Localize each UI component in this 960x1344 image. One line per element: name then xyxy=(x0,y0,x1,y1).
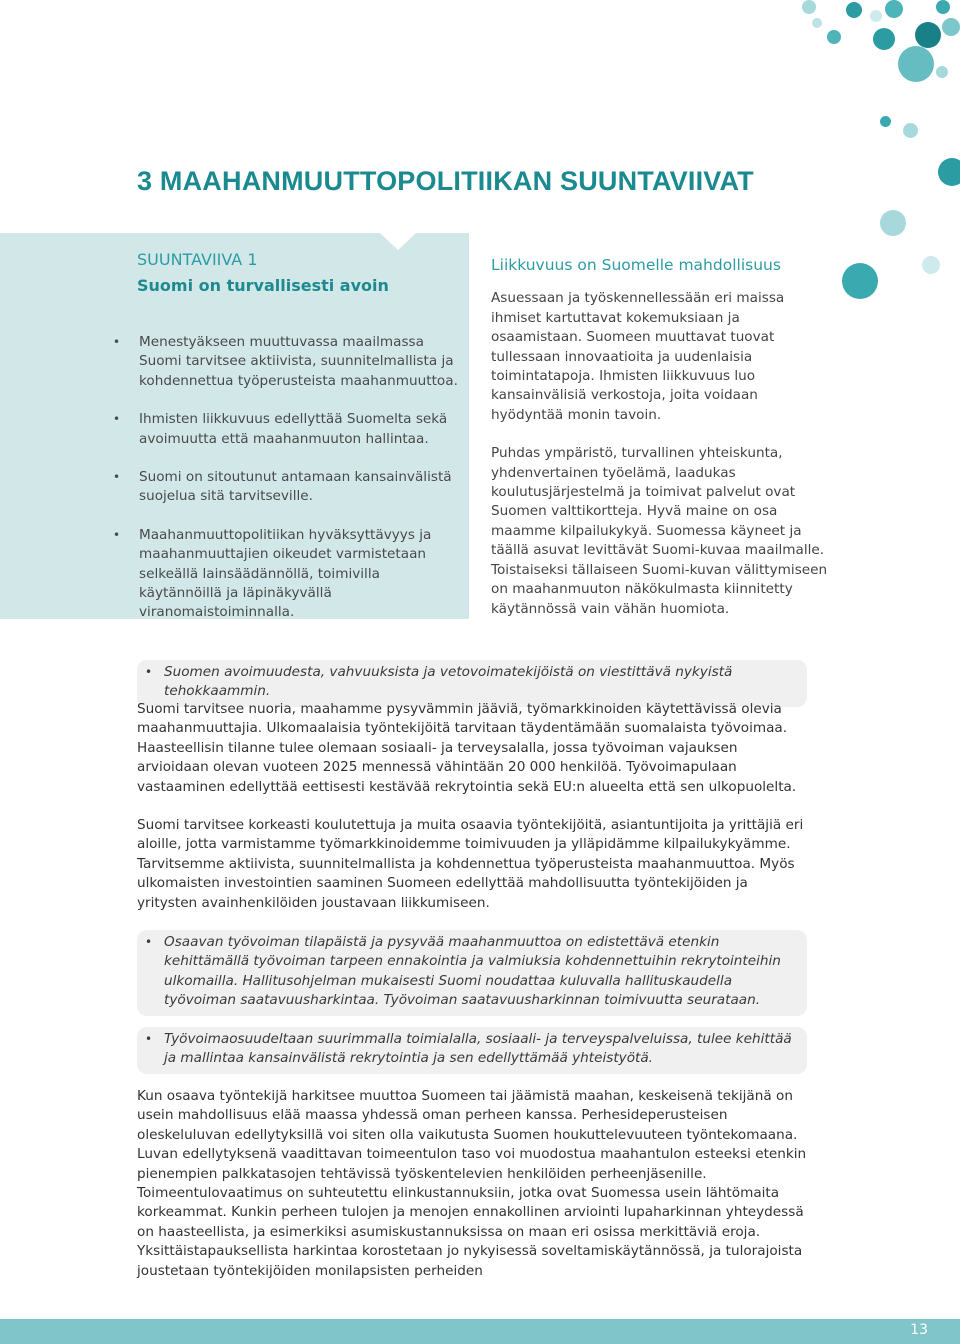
footer-bar xyxy=(0,1319,960,1344)
decor-dot xyxy=(870,10,882,22)
list-item: • Maahanmuuttopolitiikan hyväksyttävyys ja maahanmuuttajien oikeudet varmistetaan selkeällä lainsäädännöllä, toimivilla käytännöillä ja läpinäkyvällä viranomaistoiminnalla. xyxy=(113,526,458,623)
decor-dot xyxy=(812,18,822,28)
guideline-bullets xyxy=(113,333,458,642)
section-heading: 3 MAAHANMUUTTOPOLITIIKAN SUUNTAVIIVAT xyxy=(137,166,754,196)
highlight-box-2 xyxy=(137,930,807,1016)
decor-dot xyxy=(936,0,950,14)
decor-dot xyxy=(922,256,940,274)
highlight-text: Työvoimaosuudeltaan suurimmalla toimialalla, sosiaali- ja terveyspalveluissa, tulee kehittää ja mallintaa kansainvälistä rekrytointia ja sen edellyttämää yhteistyötä. xyxy=(164,1031,792,1067)
list-item: • Menestyäkseen muuttuvassa maailmassa Suomi tarvitsee aktiivista, suunnitelmallista ja kohdennettua työperusteista maahanmuuttoa. xyxy=(113,333,458,391)
list-item: • Ihmisten liikkuvuus edellyttää Suomelta sekä avoimuutta että maahanmuuton hallintaa. xyxy=(113,410,458,449)
decor-dot xyxy=(938,158,960,186)
decor-dot xyxy=(880,116,891,127)
decor-dot xyxy=(873,28,895,50)
list-item: • Suomi on sitoutunut antamaan kansainvälistä suojelua sitä tarvitseville. xyxy=(113,468,458,507)
decor-dot xyxy=(942,18,960,36)
decor-dot xyxy=(802,0,816,14)
bullet-marker: • xyxy=(145,665,153,679)
decor-dot xyxy=(842,263,878,299)
decor-dot xyxy=(885,0,903,18)
bullet-marker: • xyxy=(145,1032,153,1046)
highlight-text: Osaavan työvoiman tilapäistä ja pysyvää maahanmuuttoa on edistettävä etenkin kehittämällä työvoiman tarpeen ennakointia ja valmiuksia kohdennettuihin rekrytointeihin ulkomailla. Hallitusohjelman mukaisesti Suomi noudattaa kuluvalla hallituskaudella työvoiman saatavuusharkintaa. Työvoiman saatavuusharkinnan toimivuutta seurataan. xyxy=(164,934,781,1009)
body-paragraph-3: Kun osaava työntekijä harkitsee muuttoa Suomeen tai jäämistä maahan, keskeisenä tekijänä on usein mahdollisuus elää maassa yhdessä oman perheen kanssa. Perhesideperusteisen oleskeluluvan edellytyksillä voi siten olla vaikutusta Suomen houkuttelevuuteen työntekomaana. Luvan edellytyksenä vaadittavan toimeentulon taso voi muodostua maahantulon esteeksi etenkin pienempien palkkatasojen tehtävissä työskentelevien henkilöiden perheenjäsenille. Toimeentulovaatimus on suhteutettu elinkustannuksiin, jotka ovat Suomessa usein lähtömaita korkeammat. Kunkin perheen tulojen ja menojen ennakollinen arviointi lupaharkinnan yhteydessä on haasteellista, ja esimerkiksi asumiskustannuksissa on maan eri osissa merkittäviä eroja. Yksittäistapauksellista harkintaa korostetaan jo nykyisessä soveltamiskäytännössä, ja tulorajoista joustetaan työntekijöiden monilapsisten perheiden xyxy=(137,1088,807,1279)
guideline-label: SUUNTAVIIVA 1 xyxy=(137,250,258,269)
body-paragraph-2: Suomi tarvitsee korkeasti koulutettuja ja muita osaavia työntekijöitä, asiantuntijoita ja yrittäjiä eri aloille, jotta varmistamme työmarkkinoidemme toimivuuden ja ylläpidämme kilpailukykyämme. Tarvitsemme aktiivista, suunnitelmallista ja kohdennettua työperusteista maahanmuuttoa. Myös ulkomaisten investointien saaminen Suomeen edellyttää mahdollisuutta työntekijöiden ja yritysten avainhenkilöiden joustavaan liikkumiseen. xyxy=(137,817,804,911)
decor-dot xyxy=(846,2,862,18)
mobility-paragraph-2: Puhdas ympäristö, turvallinen yhteiskunta, yhdenvertainen työelämä, laadukas koulutusjärjestelmä ja toimivat palvelut ovat Suomen valttikortteja. Hyvä maine on osa maamme kilpailukykyä. Suomessa käyneet ja täällä asuvat levittävät Suomi-kuvaa maailmalle. Toistaiseksi tällaiseen Suomi-kuvan välittymiseen on maahanmuuton näkökulmasta kiinnitetty käytännössä vain vähän huomiota. xyxy=(491,445,828,617)
mobility-column xyxy=(491,256,831,638)
page-number: 13 xyxy=(910,1322,928,1338)
highlight-text: Suomen avoimuudesta, vahvuuksista ja vetovoimatekijöistä on viestittävä nykyistä tehokkaammin. xyxy=(164,664,733,700)
mobility-paragraph-1: Asuessaan ja työskennellessään eri maissa ihmiset kartuttavat kokemuksiaan ja osaamistaan. Suomeen muuttavat tuovat tullessaan innovaatioita ja uudenlaisia toimintatapoja. Ihmisten liikkuvuus luo kansainvälisiä verkostoja, joita voidaan hyödyntää monin tavoin. xyxy=(491,290,785,423)
mobility-title: Liikkuvuus on Suomelle mahdollisuus xyxy=(491,256,781,274)
decor-dot xyxy=(936,66,948,78)
decor-dot xyxy=(880,210,906,236)
bullet-marker: • xyxy=(145,935,153,949)
body-paragraph-1: Suomi tarvitsee nuoria, maahamme pysyvämmin jääviä, työmarkkinoiden käytettävissä olevia maahanmuuttajia. Ulkomaalaisia työntekijöitä tarvitaan täydentämään suomalaista työvoimaa. Haasteellisin tilanne tulee olemaan sosiaali- ja terveysalalla, jossa työvoiman vajauksen arvioidaan olevan vuoteen 2025 mennessä vähintään 20 000 henkilöä. Työvoimapulaan vastaaminen edellyttää eettisesti kestävää rekrytointia sekä EU:n alueelta että sen ulkopuolelta. xyxy=(137,701,797,795)
decor-dot xyxy=(827,30,841,44)
decor-dot xyxy=(898,46,934,82)
panel-notch xyxy=(380,233,416,250)
highlight-box-3 xyxy=(137,1027,807,1074)
decor-dot xyxy=(903,123,918,138)
guideline-title: Suomi on turvallisesti avoin xyxy=(137,276,389,295)
decor-dot xyxy=(915,22,941,48)
